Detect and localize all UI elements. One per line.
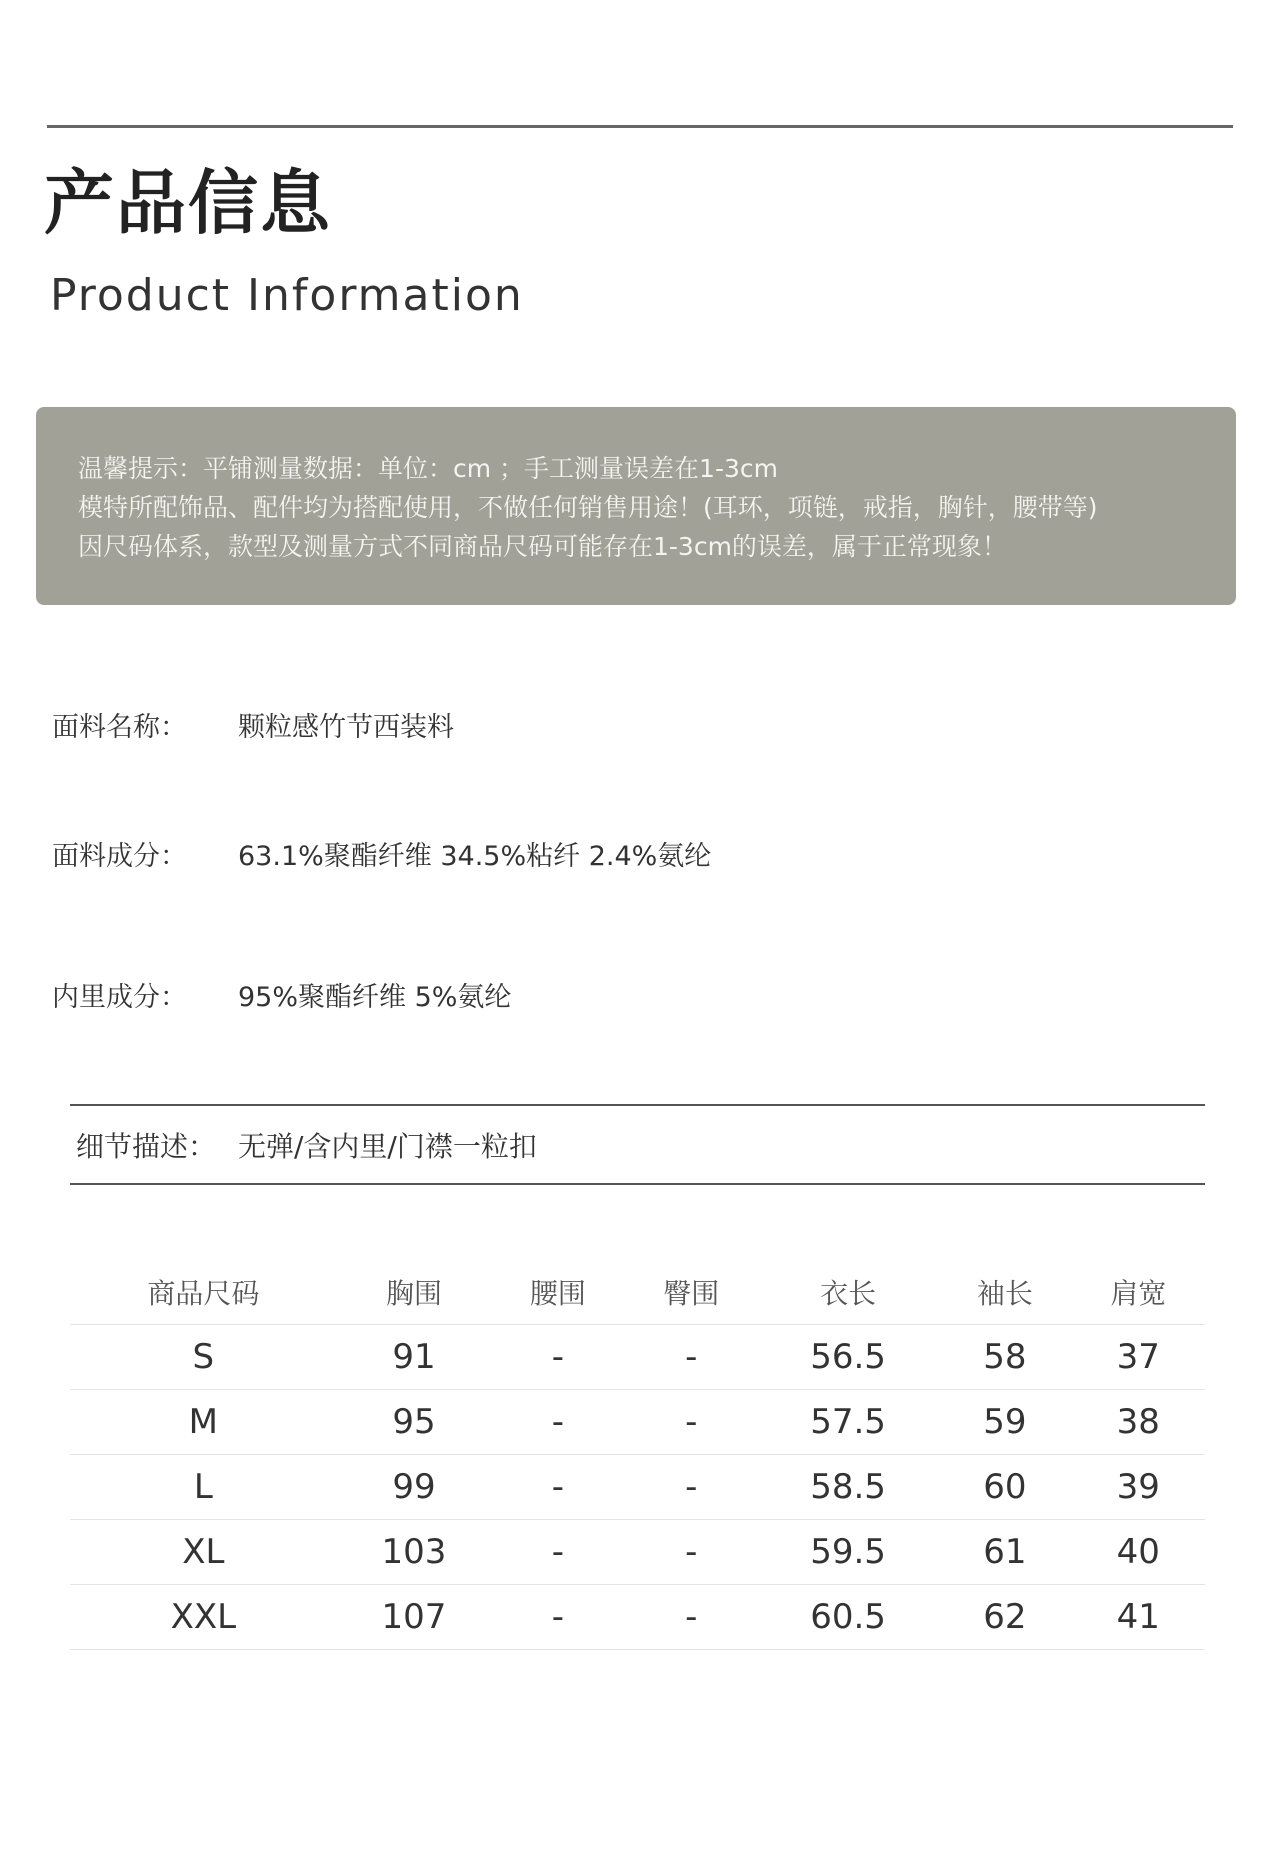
shoulder-cell: 40 (1072, 1520, 1205, 1585)
length-cell: 58.5 (758, 1455, 938, 1520)
size-table (70, 1260, 1205, 1650)
hip-cell: - (625, 1520, 758, 1585)
detail-row (76, 1125, 537, 1165)
sleeve-cell: 59 (938, 1390, 1071, 1455)
hip-cell: - (625, 1325, 758, 1390)
length-cell: 60.5 (758, 1585, 938, 1650)
table-row (70, 1585, 1205, 1650)
waist-cell: - (491, 1520, 624, 1585)
size-cell: XL (70, 1520, 337, 1585)
table-row (70, 1520, 1205, 1585)
chest-cell: 91 (337, 1325, 492, 1390)
shoulder-cell: 39 (1072, 1455, 1205, 1520)
fabric-name-value: 颗粒感竹节西装料 (238, 712, 454, 743)
detail-label: 细节描述： (76, 1130, 217, 1163)
length-cell: 57.5 (758, 1390, 938, 1455)
lining-composition-row (52, 975, 511, 1014)
header-chest: 胸围 (337, 1260, 492, 1325)
notice-line: 温馨提示：平铺测量数据：单位：cm ；手工测量误差在1-3cm (78, 454, 778, 483)
header-size: 商品尺码 (70, 1260, 337, 1325)
size-table-header (70, 1260, 1205, 1325)
fabric-composition-value: 63.1%聚酯纤维 34.5%粘纤 2.4%氨纶 (238, 841, 712, 872)
lining-composition-value: 95%聚酯纤维 5%氨纶 (238, 982, 512, 1013)
hip-cell: - (625, 1585, 758, 1650)
chest-cell: 95 (337, 1390, 492, 1455)
notice-line: 模特所配饰品、配件均为搭配使用，不做任何销售用途！(耳环，项链，戒指，胸针，腰带等) (78, 493, 1098, 522)
table-row (70, 1390, 1205, 1455)
waist-cell: - (491, 1455, 624, 1520)
shoulder-cell: 38 (1072, 1390, 1205, 1455)
waist-cell: - (491, 1585, 624, 1650)
chest-cell: 99 (337, 1455, 492, 1520)
detail-bottom-divider (70, 1183, 1205, 1185)
length-cell: 59.5 (758, 1520, 938, 1585)
header-sleeve: 袖长 (938, 1260, 1071, 1325)
fabric-name-label: 面料名称： (52, 712, 187, 743)
table-row (70, 1325, 1205, 1390)
header-waist: 腰围 (491, 1260, 624, 1325)
detail-value: 无弹/含内里/门襟一粒扣 (238, 1130, 537, 1163)
size-cell: S (70, 1325, 337, 1390)
page-title: 产品信息 (44, 162, 332, 244)
sleeve-cell: 62 (938, 1585, 1071, 1650)
fabric-name-row (52, 705, 454, 744)
fabric-composition-label: 面料成分： (52, 841, 187, 872)
notice-line: 因尺码体系，款型及测量方式不同商品尺码可能存在1-3cm的误差，属于正常现象！ (78, 532, 1007, 561)
waist-cell: - (491, 1390, 624, 1455)
length-cell: 56.5 (758, 1325, 938, 1390)
page-subtitle: Product Information (50, 270, 524, 321)
top-divider (47, 125, 1233, 128)
shoulder-cell: 41 (1072, 1585, 1205, 1650)
hip-cell: - (625, 1455, 758, 1520)
chest-cell: 107 (337, 1585, 492, 1650)
size-cell: M (70, 1390, 337, 1455)
hip-cell: - (625, 1390, 758, 1455)
lining-composition-label: 内里成分： (52, 982, 187, 1013)
notice-box (36, 407, 1236, 605)
sleeve-cell: 61 (938, 1520, 1071, 1585)
detail-top-divider (70, 1104, 1205, 1106)
table-row (70, 1455, 1205, 1520)
size-cell: XXL (70, 1585, 337, 1650)
sleeve-cell: 60 (938, 1455, 1071, 1520)
sleeve-cell: 58 (938, 1325, 1071, 1390)
fabric-composition-row (52, 834, 711, 873)
waist-cell: - (491, 1325, 624, 1390)
shoulder-cell: 37 (1072, 1325, 1205, 1390)
size-cell: L (70, 1455, 337, 1520)
header-length: 衣长 (758, 1260, 938, 1325)
header-hip: 臀围 (625, 1260, 758, 1325)
chest-cell: 103 (337, 1520, 492, 1585)
header-shoulder: 肩宽 (1072, 1260, 1205, 1325)
